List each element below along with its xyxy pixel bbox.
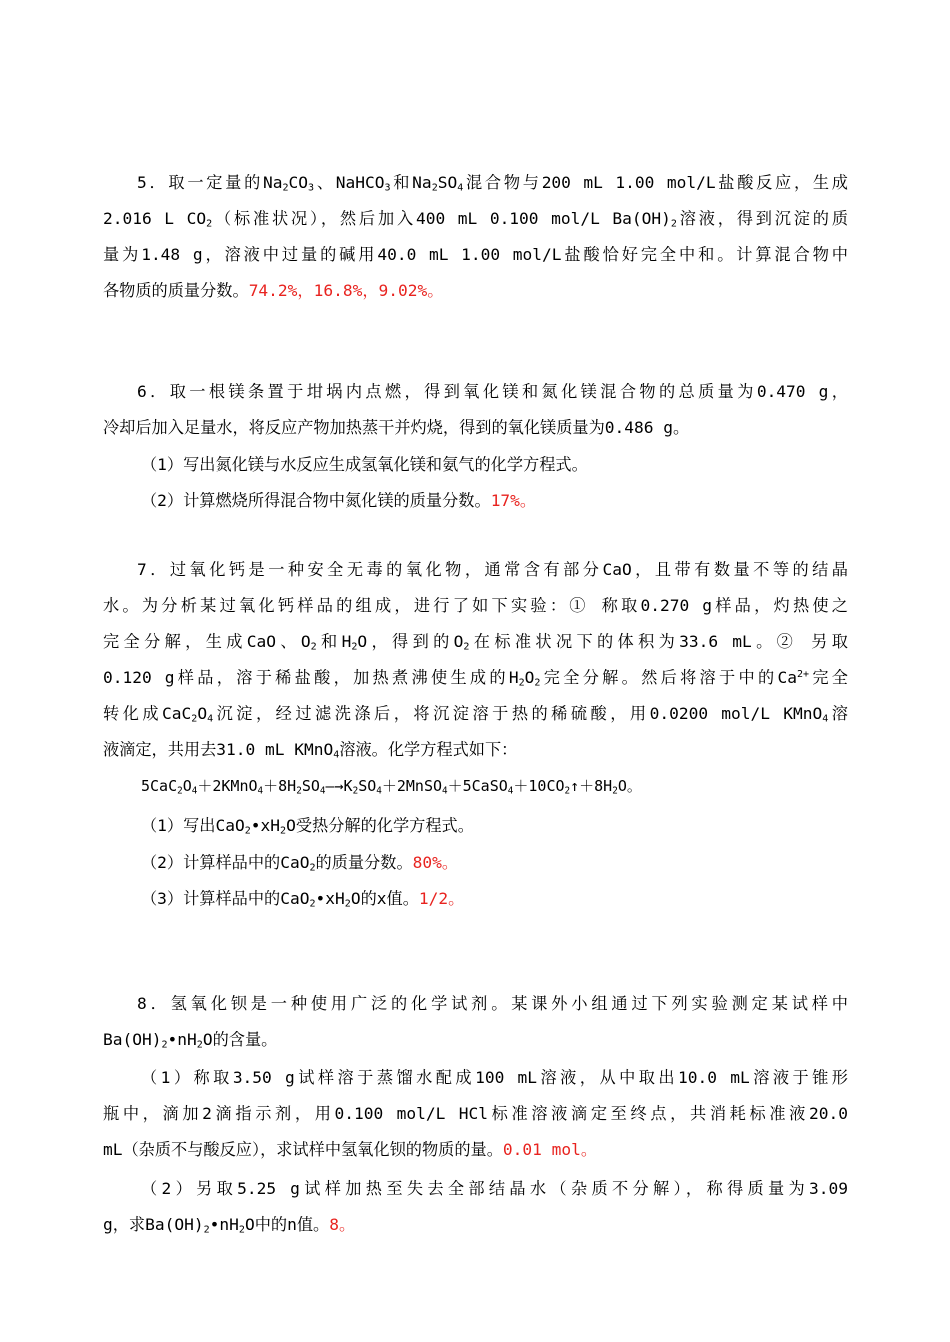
q7-line-6: 液滴定，共用去31.0 mL KMnO$_4$溶液。化学方程式如下： — [103, 740, 518, 761]
q6-part-2-answer: 17%。 — [490, 491, 537, 510]
q7-part-3: （3）计算样品中的$CaO_2•xH_2O$的x值。1/2。 — [141, 889, 465, 910]
q6-part-2: （2）计算燃烧所得混合物中氮化镁的质量分数。17%。 — [141, 491, 537, 510]
q8-part-1-line-2: 瓶中，滴加2滴指示剂，用0.100 mol/L HCl标准溶液滴定至终点，共消耗标准液20.0 — [103, 1104, 848, 1123]
q6-line-2: 冷却后加入足量水，将反应产物加热蒸干并灼烧，得到的氧化镁质量为0.486 g。 — [103, 418, 690, 437]
q7-line-2: 水。为分析某过氧化钙样品的组成，进行了如下实验：① 称取0.270 g样品，灼热使之 — [103, 596, 848, 615]
q8-part-1-answer: 0.01 mol。 — [502, 1140, 598, 1159]
q7-line-5: 转化成$CaC_2O_4$沉淀，经过滤洗涤后，将沉淀溶于热的稀硫酸，用0.0200 mol/L KMnO$_4$溶 — [103, 704, 848, 725]
q8-part-2-line-1: （2）另取5.25 g试样加热至失去全部结晶水（杂质不分解），称得质量为3.09 — [141, 1179, 848, 1198]
q7-line-3: 完全分解，生成CaO、$O_2$和$H_2O$，得到的$O_2$在标准状况下的体积为33.6 mL。② 另取 — [103, 632, 848, 653]
q6-line-1: 6．取一根镁条置于坩埚内点燃，得到氧化镁和氮化镁混合物的总质量为0.470 g， — [137, 382, 848, 401]
q5-line-3: 量为1.48 g，溶液中过量的碱用40.0 mL 1.00 mol/L盐酸恰好完全中和。计算混合物中 — [103, 245, 848, 264]
q6-part-1: （1）写出氮化镁与水反应生成氢氧化镁和氨气的化学方程式。 — [141, 455, 588, 474]
q8-part-1-line-1: （1）称取3.50 g试样溶于蒸馏水配成100 mL溶液，从中取出10.0 mL溶液于锥形 — [141, 1068, 848, 1087]
q5-answer: 74.2%，16.8%，9.02%。 — [248, 281, 444, 300]
q5-line-4: 各物质的质量分数。74.2%，16.8%，9.02%。 — [103, 281, 444, 300]
q7-chemical-equation: $5CaC_2O_4+2KMnO_4+8H_2SO_4—\to K_2SO_4+2MnSO_4+5CaSO_4+10CO_2↑+8H_2O$。 — [141, 777, 642, 797]
q7-part-3-answer: 1/2。 — [418, 889, 465, 908]
q7-part-2: （2）计算样品中的CaO$_2$的质量分数。80%。 — [141, 853, 459, 874]
q8-part-1-line-3: mL（杂质不与酸反应），求试样中氢氧化钡的物质的量。0.01 mol。 — [103, 1140, 598, 1159]
q7-part-2-answer: 80%。 — [412, 853, 459, 872]
q8-part-2-answer: 8。 — [329, 1215, 356, 1234]
q8-line-2: $Ba(OH)_2•nH_2O$的含量。 — [103, 1030, 278, 1051]
q7-part-1: （1）写出$CaO_2•xH_2O$受热分解的化学方程式。 — [141, 816, 474, 837]
q8-line-1: 8．氢氧化钡是一种使用广泛的化学试剂。某课外小组通过下列实验测定某试样中 — [137, 994, 848, 1013]
q7-line-4: 0.120 g样品，溶于稀盐酸，加热煮沸使生成的$H_2O_2$完全分解。然后将溶于中的$Ca^{2+}$完全 — [103, 668, 848, 689]
q5-line-1: 5．取一定量的$Na_2CO_3$、NaHCO$_3$和$Na_2SO_4$混合物与200 mL 1.00 mol/L盐酸反应，生成 — [137, 173, 848, 194]
q5-line-2: 2.016 L $CO_2$（标准状况），然后加入400 mL 0.100 mol/L $Ba(OH)_2$溶液，得到沉淀的质 — [103, 209, 849, 230]
q7-line-1: 7．过氧化钙是一种安全无毒的氧化物，通常含有部分CaO，且带有数量不等的结晶 — [137, 560, 848, 579]
q8-part-2-line-2: g，求$Ba(OH)_2•nH_2O$中的n值。8。 — [103, 1215, 356, 1236]
